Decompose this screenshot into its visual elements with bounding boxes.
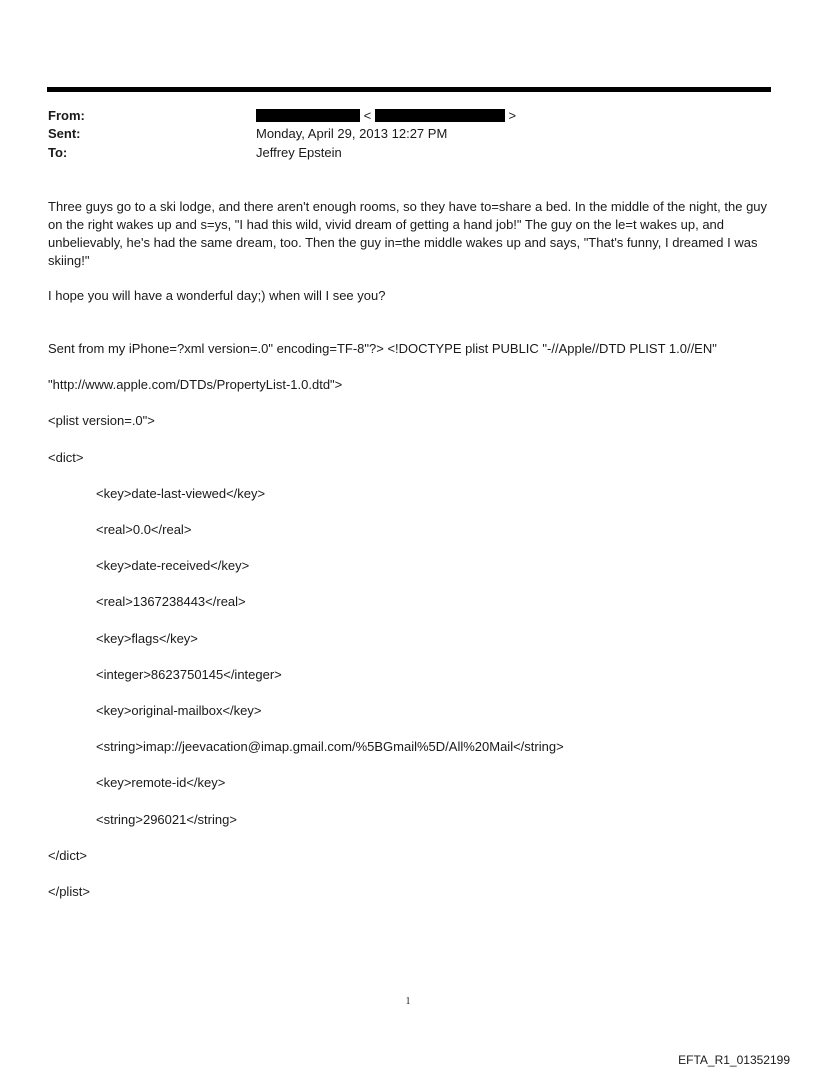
body-paragraph-1: Three guys go to a ski lodge, and there aren't enough rooms, so they have to=share a bed. In the middle of the night, the guy on the right wakes up and s=ys, "I had this wild, vivid dream of getting a hand job!" The guy on the le=t wakes up, and unbelievably, he's had the same dream, too. Then the guy in=the middle wakes up and says, "That's funny, I dreamed I was skiing!" xyxy=(48,199,768,268)
from-value xyxy=(256,107,516,125)
plist-line: "http://www.apple.com/DTDs/PropertyList-1.0.dtd"> xyxy=(48,377,343,393)
plist-line: <dict> xyxy=(48,449,84,465)
body-paragraph-2: I hope you will have a wonderful day;) when will I see you? xyxy=(48,288,386,303)
plist-line: <key>date-last-viewed</key> xyxy=(96,485,266,501)
redaction-block xyxy=(375,109,505,122)
plist-line: <key>original-mailbox</key> xyxy=(96,702,262,718)
document-id: EFTA_R1_01352199 xyxy=(678,1053,790,1067)
plist-line: <key>flags</key> xyxy=(96,630,198,646)
plist-line: <string>296021</string> xyxy=(96,811,237,827)
plist-line: </plist> xyxy=(48,883,90,899)
plist-line: <real>0.0</real> xyxy=(96,522,192,538)
page-number: 1 xyxy=(405,996,411,1007)
redaction-block xyxy=(256,109,360,122)
plist-line: <integer>8623750145</integer> xyxy=(96,666,282,682)
plist-line: <plist version=.0"> xyxy=(48,413,155,429)
header-rule xyxy=(47,87,771,92)
plist-line: <real>1367238443</real> xyxy=(96,594,246,610)
from-gt: > xyxy=(508,108,517,123)
from-label: From: xyxy=(48,108,85,123)
sent-label: Sent: xyxy=(48,126,81,141)
plist-line: </dict> xyxy=(48,847,88,863)
to-label: To: xyxy=(48,145,68,160)
to-value: Jeffrey Epstein xyxy=(256,145,342,160)
sent-value: Monday, April 29, 2013 12:27 PM xyxy=(256,126,448,141)
plist-line: <key>remote-id</key> xyxy=(96,775,226,791)
plist-line: Sent from my iPhone=?xml version=.0" encoding=TF-8"?> <!DOCTYPE plist PUBLIC "-//Apple//DTD PLIST 1.0//EN" xyxy=(48,341,717,357)
plist-block xyxy=(48,322,717,919)
plist-line: <key>date-received</key> xyxy=(96,558,250,574)
from-lt: < xyxy=(363,108,372,123)
plist-line: <string>imap://jeevacation@imap.gmail.com/%5BGmail%5D/All%20Mail</string> xyxy=(96,739,564,755)
